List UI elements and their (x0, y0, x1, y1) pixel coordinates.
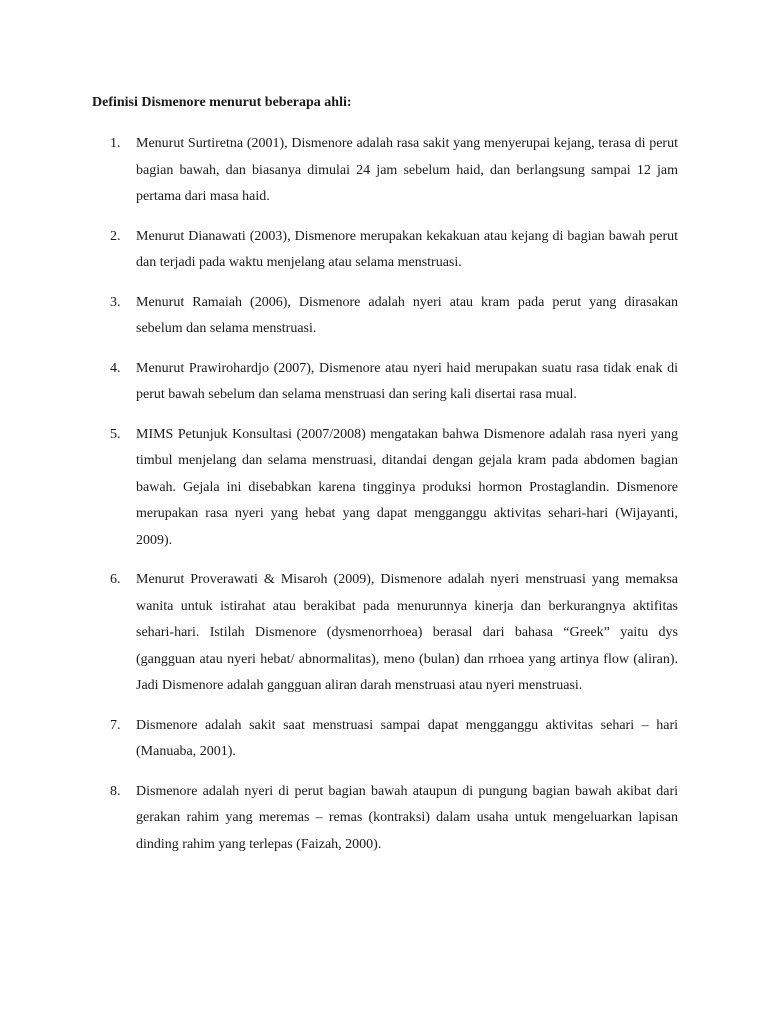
list-number: 4. (110, 360, 121, 376)
list-item-text: Dismenore adalah nyeri di perut bagian bawah ataupun di pungung bagian bawah akibat dari gerakan rahim yang meremas – remas (kontraksi) dalam usaha untuk mengeluarkan lapisan dinding rahim yang terlepas (Faizah, 2000). (136, 783, 678, 852)
list-item-text: Menurut Prawirohardjo (2007), Dismenore atau nyeri haid merupakan suatu rasa tidak enak di perut bawah sebelum dan selama menstruasi dan sering kali disertai rasa mual. (136, 360, 678, 402)
list-item-3 (110, 290, 678, 343)
list-item-text: MIMS Petunjuk Konsultasi (2007/2008) mengatakan bahwa Dismenore adalah rasa nyeri yang timbul menjelang dan selama menstruasi, ditandai dengan gejala kram pada abdomen bagian bawah. Gejala ini disebabkan karena tingginya produksi hormon Prostaglandin. Dismenore merupakan rasa nyeri yang hebat yang dapat mengganggu aktivitas sehari-hari (Wijayanti, 2009). (136, 426, 678, 548)
list-number: 8. (110, 783, 121, 799)
list-item-4 (110, 356, 678, 409)
list-item-text: Menurut Surtiretna (2001), Dismenore adalah rasa sakit yang menyerupai kejang, terasa di perut bagian bawah, dan biasanya dimulai 24 jam sebelum haid, dan berlangsung sampai 12 jam pertama dari masa haid. (136, 136, 678, 204)
list-number: 2. (110, 228, 121, 244)
definition-list (110, 131, 678, 871)
list-item-1 (110, 131, 678, 211)
list-item-2 (110, 224, 678, 277)
list-number: 3. (110, 294, 121, 310)
list-item-7 (110, 713, 678, 766)
list-number: 1. (110, 136, 121, 151)
list-item-text: Menurut Proverawati & Misaroh (2009), Dismenore adalah nyeri menstruasi yang memaksa wanita untuk istirahat atau berakibat pada menurunnya kinerja dan berkurangnya aktifitas sehari-hari. Istilah Dismenore (dysmenorrhoea) berasal dari bahasa “Greek” yaitu dys (gangguan atau nyeri hebat/ abnormalitas), meno (bulan) dan rrhoea yang artinya flow (aliran). Jadi Dismenore adalah gangguan aliran darah menstruasi atau nyeri menstruasi. (136, 572, 678, 693)
list-number: 6. (110, 572, 121, 587)
list-number: 5. (110, 426, 121, 442)
document-heading: Definisi Dismenore menurut beberapa ahli: (92, 95, 352, 110)
list-item-8 (110, 779, 678, 859)
list-item-text: Menurut Ramaiah (2006), Dismenore adalah nyeri atau kram pada perut yang dirasakan sebelum dan selama menstruasi. (136, 294, 678, 336)
list-item-text: Dismenore adalah sakit saat menstruasi sampai dapat mengganggu aktivitas sehari – hari (Manuaba, 2001). (136, 717, 678, 759)
list-item-text: Menurut Dianawati (2003), Dismenore merupakan kekakuan atau kejang di bagian bawah perut dan terjadi pada waktu menjelang atau selama menstruasi. (136, 228, 678, 270)
list-number: 7. (110, 717, 121, 733)
list-item-5 (110, 422, 678, 555)
list-item-6 (110, 567, 678, 700)
